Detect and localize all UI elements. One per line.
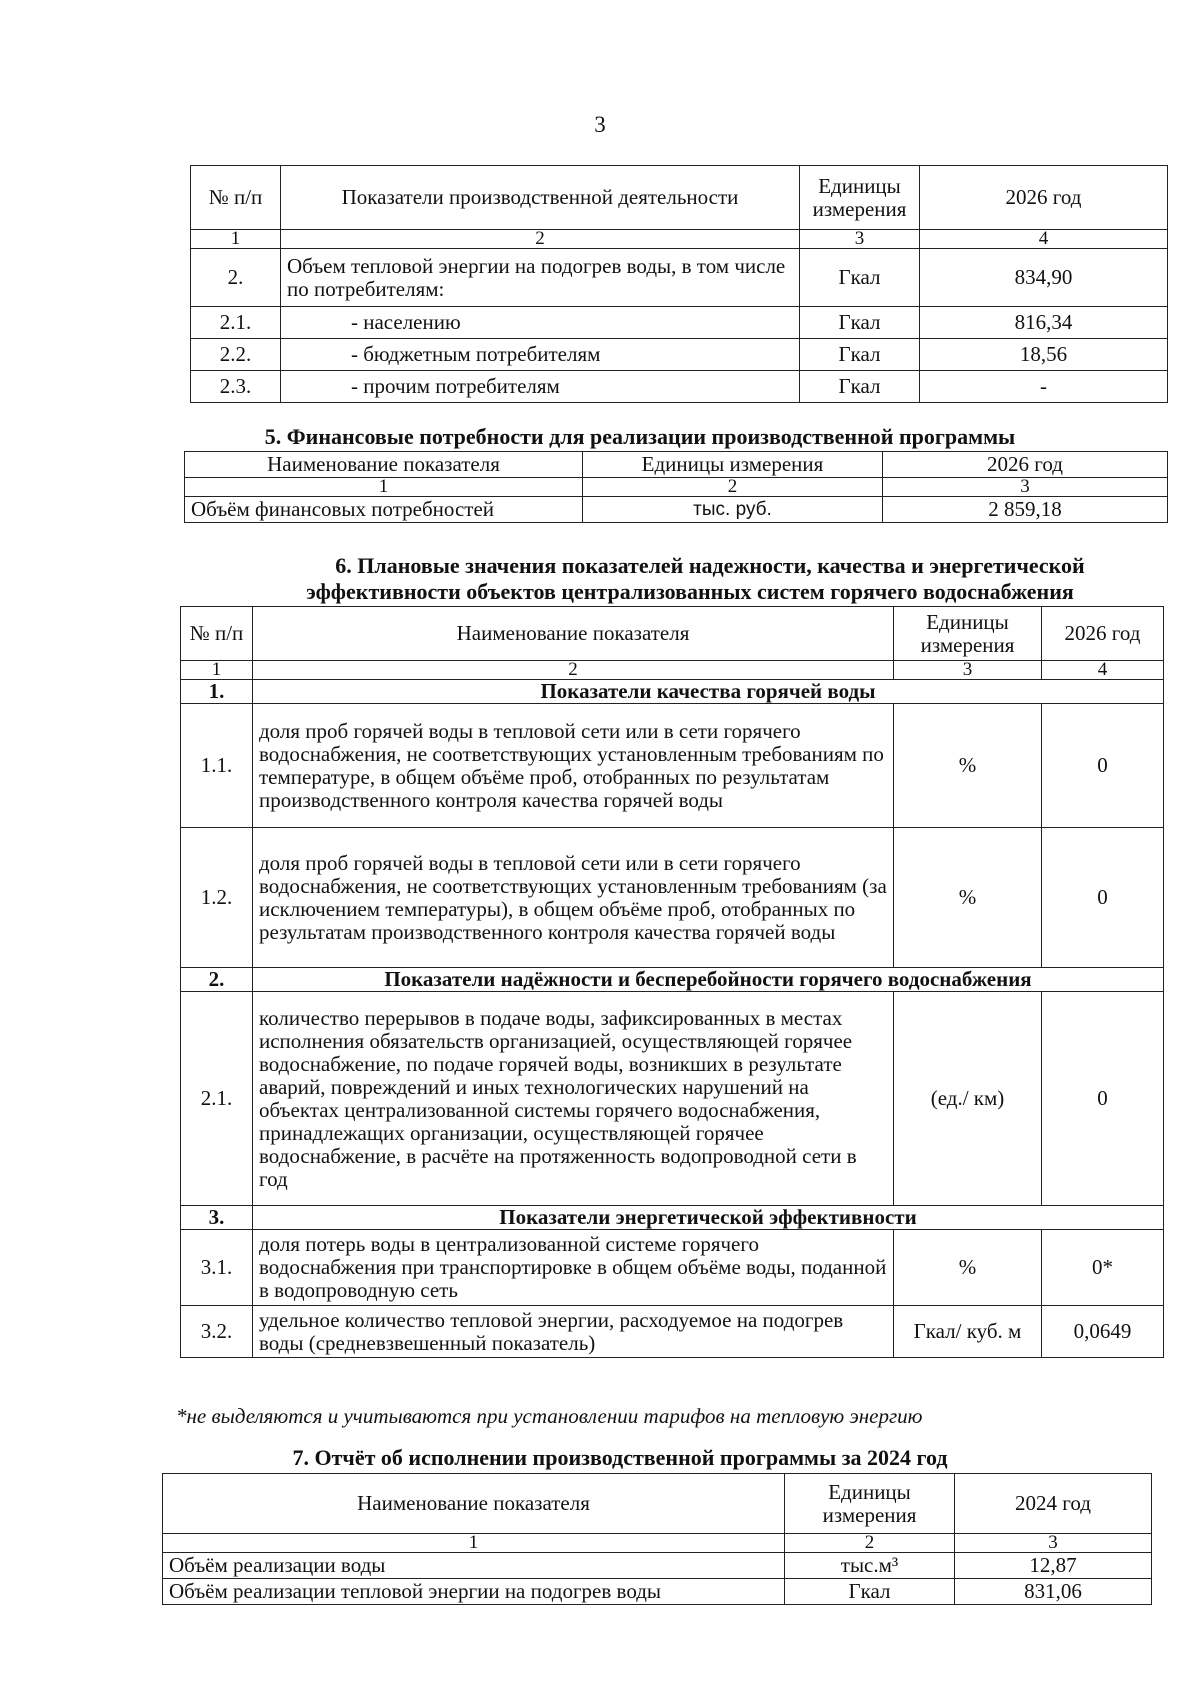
row-value: 12,87 [955,1553,1152,1579]
row-unit: Гкал [800,307,920,339]
row-name: Объем тепловой энергии на подогрев воды, в том числе по потребителям: [281,249,800,307]
row-num: 2.2. [191,339,281,371]
index-cell: 3 [800,230,920,249]
row-num: 2.1. [181,992,253,1206]
table-header-row [163,1474,1152,1534]
index-cell: 1 [163,1534,785,1553]
table-row [181,828,1164,968]
section-7-title: 7. Отчёт об исполнении производственной программы за 2024 год [292,1445,948,1470]
row-value: 0 [1042,992,1164,1206]
program-report-table [162,1473,1152,1605]
table-row [191,371,1168,403]
header-year: 2026 год [1042,607,1164,661]
index-cell: 2 [785,1534,955,1553]
index-cell: 3 [894,661,1042,680]
row-value: 0,0649 [1042,1306,1164,1358]
row-num: 2.3. [191,371,281,403]
group-header-row [181,968,1164,992]
row-num: 1.1. [181,704,253,828]
group-header-row [181,680,1164,704]
row-value: 2 859,18 [883,497,1168,523]
table-header-row [191,166,1168,230]
row-num: 3.2. [181,1306,253,1358]
row-num: 1.2. [181,828,253,968]
table-row [191,339,1168,371]
row-unit: Гкал [800,371,920,403]
group-num: 1. [181,680,253,704]
table-row [181,1230,1164,1306]
index-cell: 1 [191,230,281,249]
row-name: - прочим потребителям [281,371,800,403]
header-year: 2026 год [883,452,1168,478]
table-row [163,1553,1152,1579]
row-unit: (ед./ км) [894,992,1042,1206]
row-name: доля проб горячей воды в тепловой сети или в сети горячего водоснабжения, не соответствующих установленным требованиям (за исключением температуры), в общем объёме проб, отобранных по результатам производственного контроля качества горячей воды [253,828,894,968]
row-name: удельное количество тепловой энергии, расходуемое на подогрев воды (средневзвешенный показатель) [253,1306,894,1358]
group-title: Показатели энергетической эффективности [253,1206,1164,1230]
index-cell: 2 [253,661,894,680]
section-6-title-line-1: 6. Плановые значения показателей надежности, качества и энергетической [335,553,1085,578]
header-unit: Единицы измерения [785,1474,955,1534]
row-unit: % [894,828,1042,968]
production-indicators-table [190,165,1168,403]
financial-needs-table [184,451,1168,523]
row-name: Объём финансовых потребностей [185,497,583,523]
row-name: количество перерывов в подаче воды, зафиксированных в местах исполнения обязательств организацией, осуществляющей горячее водоснабжение, по подаче горячей воды, возникших в результате аварий, повреждений и иных технологических нарушений на объектах централизованной системы горячего водоснабжения, принадлежащих организации, осуществляющей горячее водоснабжение, в расчёте на протяженность водопроводной сети в год [253,992,894,1206]
row-value: 18,56 [920,339,1168,371]
index-row [181,661,1164,680]
group-title: Показатели надёжности и бесперебойности горячего водоснабжения [253,968,1164,992]
row-value: 831,06 [955,1579,1152,1605]
row-num: 2. [191,249,281,307]
index-row [191,230,1168,249]
index-cell: 3 [883,478,1168,497]
row-unit: тыс. руб. [583,497,883,523]
table-row [191,249,1168,307]
table-row [185,497,1168,523]
header-unit: Единицы измерения [800,166,920,230]
footnote: *не выделяются и учитываются при установлении тарифов на тепловую энергию [176,1404,923,1428]
row-name: - бюджетным потребителям [281,339,800,371]
reliability-indicators-table [180,606,1164,1358]
group-num: 2. [181,968,253,992]
index-row [163,1534,1152,1553]
row-name: доля проб горячей воды в тепловой сети или в сети горячего водоснабжения, не соответствующих установленным требованиям по температуре, в общем объёме проб, отобранных по результатам производственного контроля качества горячей воды [253,704,894,828]
row-name: Объём реализации воды [163,1553,785,1579]
section-5-title: 5. Финансовые потребности для реализации производственной программы [264,424,1016,449]
row-unit: Гкал [785,1579,955,1605]
group-header-row [181,1206,1164,1230]
header-indicator: Наименование показателя [163,1474,785,1534]
index-cell: 2 [281,230,800,249]
row-value: 0* [1042,1230,1164,1306]
header-unit: Единицы измерения [583,452,883,478]
header-num: № п/п [181,607,253,661]
header-indicator: Наименование показателя [253,607,894,661]
row-num: 3.1. [181,1230,253,1306]
row-value: 0 [1042,704,1164,828]
row-name: доля потерь воды в централизованной системе горячего водоснабжения при транспортировке в общем объёме воды, поданной в водопроводную сеть [253,1230,894,1306]
table-row [181,704,1164,828]
row-unit: тыс.м³ [785,1553,955,1579]
table-header-row [181,607,1164,661]
row-unit: Гкал/ куб. м [894,1306,1042,1358]
header-indicator: Показатели производственной деятельности [281,166,800,230]
row-name: Объём реализации тепловой энергии на подогрев воды [163,1579,785,1605]
index-cell: 2 [583,478,883,497]
index-cell: 4 [1042,661,1164,680]
row-value: 0 [1042,828,1164,968]
row-unit: % [894,1230,1042,1306]
row-name: - населению [281,307,800,339]
index-row [185,478,1168,497]
row-value: - [920,371,1168,403]
table-row [163,1579,1152,1605]
row-unit: % [894,704,1042,828]
table-row [191,307,1168,339]
header-year: 2024 год [955,1474,1152,1534]
index-cell: 1 [185,478,583,497]
row-value: 816,34 [920,307,1168,339]
row-unit: Гкал [800,249,920,307]
index-cell: 3 [955,1534,1152,1553]
row-value: 834,90 [920,249,1168,307]
header-num: № п/п [191,166,281,230]
index-cell: 1 [181,661,253,680]
table-row [181,1306,1164,1358]
index-cell: 4 [920,230,1168,249]
row-unit: Гкал [800,339,920,371]
group-num: 3. [181,1206,253,1230]
section-6-title-line-2: эффективности объектов централизованных систем горячего водоснабжения [306,579,1074,604]
table-row [181,992,1164,1206]
page-number: 3 [594,112,606,137]
header-unit: Единицы измерения [894,607,1042,661]
group-title: Показатели качества горячей воды [253,680,1164,704]
row-num: 2.1. [191,307,281,339]
table-header-row [185,452,1168,478]
header-year: 2026 год [920,166,1168,230]
header-indicator: Наименование показателя [185,452,583,478]
